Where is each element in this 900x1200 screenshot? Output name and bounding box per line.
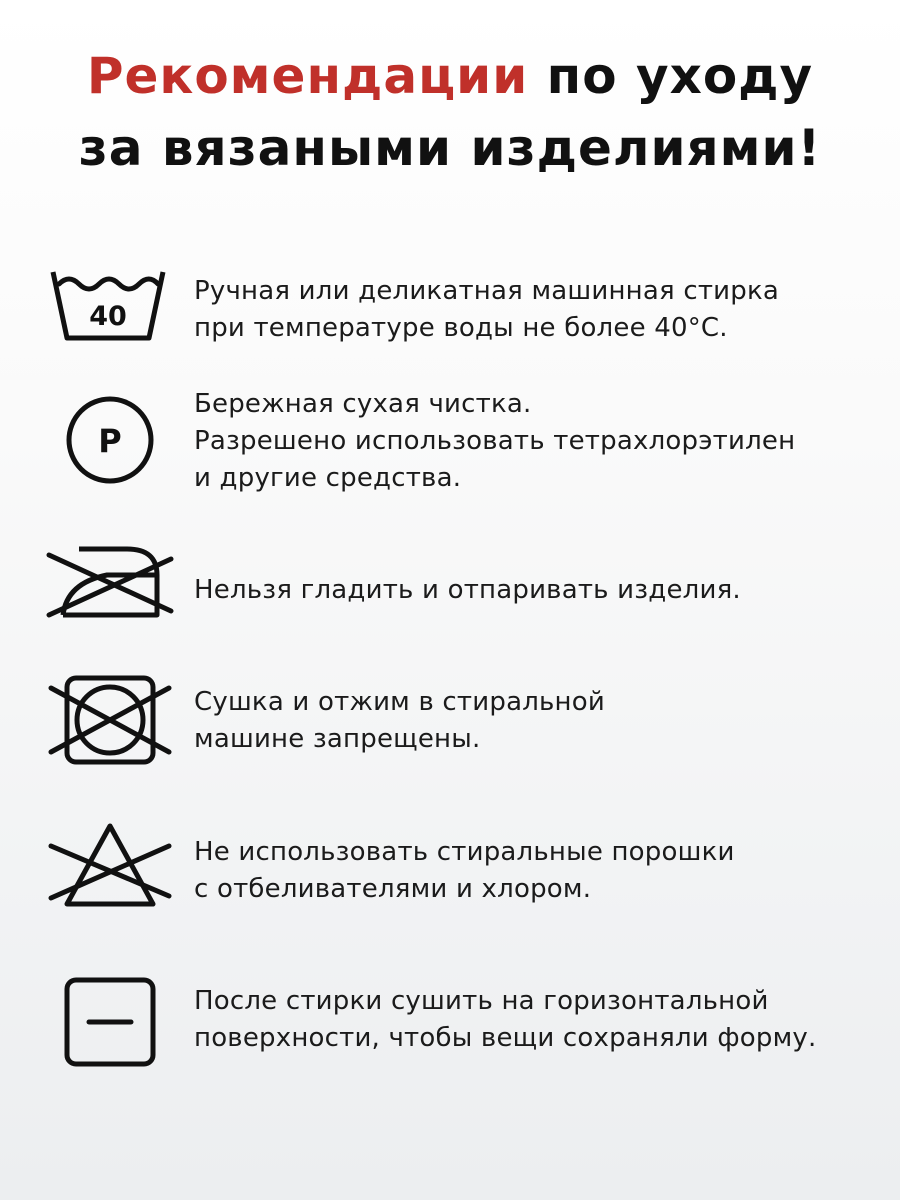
dry-clean-label: P xyxy=(98,422,122,460)
care-text-line: машине запрещены. xyxy=(194,724,481,754)
care-text-line: Нельзя гладить и отпаривать изделия. xyxy=(194,575,741,605)
dry-clean-p-icon xyxy=(45,390,175,490)
no-iron-icon xyxy=(45,533,175,633)
care-text-line: После стирки сушить на горизонтальной xyxy=(194,986,769,1016)
care-text-line: Разрешено использовать тетрахлорэтилен xyxy=(194,426,796,456)
title-rest: по уходу xyxy=(546,47,814,105)
care-text-line: поверхности, чтобы вещи сохраняли форму. xyxy=(194,1023,817,1053)
care-text-no-bleach xyxy=(194,834,884,908)
page-title xyxy=(0,40,900,184)
care-text-wash xyxy=(194,273,884,347)
care-text-line: Ручная или деликатная машинная стирка xyxy=(194,276,779,306)
no-bleach-icon xyxy=(45,818,175,918)
title-line-2: за вязаными изделиями! xyxy=(78,119,822,177)
care-text-line: Сушка и отжим в стиральной xyxy=(194,687,605,717)
title-line-1 xyxy=(0,40,900,112)
care-text-line: с отбеливателями и хлором. xyxy=(194,874,592,904)
title-accent: Рекомендации xyxy=(86,47,529,105)
care-text-line: при температуре воды не более 40°С. xyxy=(194,313,728,343)
no-tumble-dry-icon xyxy=(45,670,175,770)
care-text-dry-flat xyxy=(194,983,884,1057)
wash-40-icon xyxy=(45,258,175,358)
care-text-dry-clean xyxy=(194,386,884,497)
care-text-line: Бережная сухая чистка. xyxy=(194,389,532,419)
dry-flat-icon xyxy=(45,972,175,1072)
care-text-line: и другие средства. xyxy=(194,463,462,493)
care-text-no-tumble-dry xyxy=(194,684,884,758)
care-text-no-iron xyxy=(194,572,884,609)
wash-temp-label: 40 xyxy=(89,301,127,332)
care-text-line: Не использовать стиральные порошки xyxy=(194,837,735,867)
